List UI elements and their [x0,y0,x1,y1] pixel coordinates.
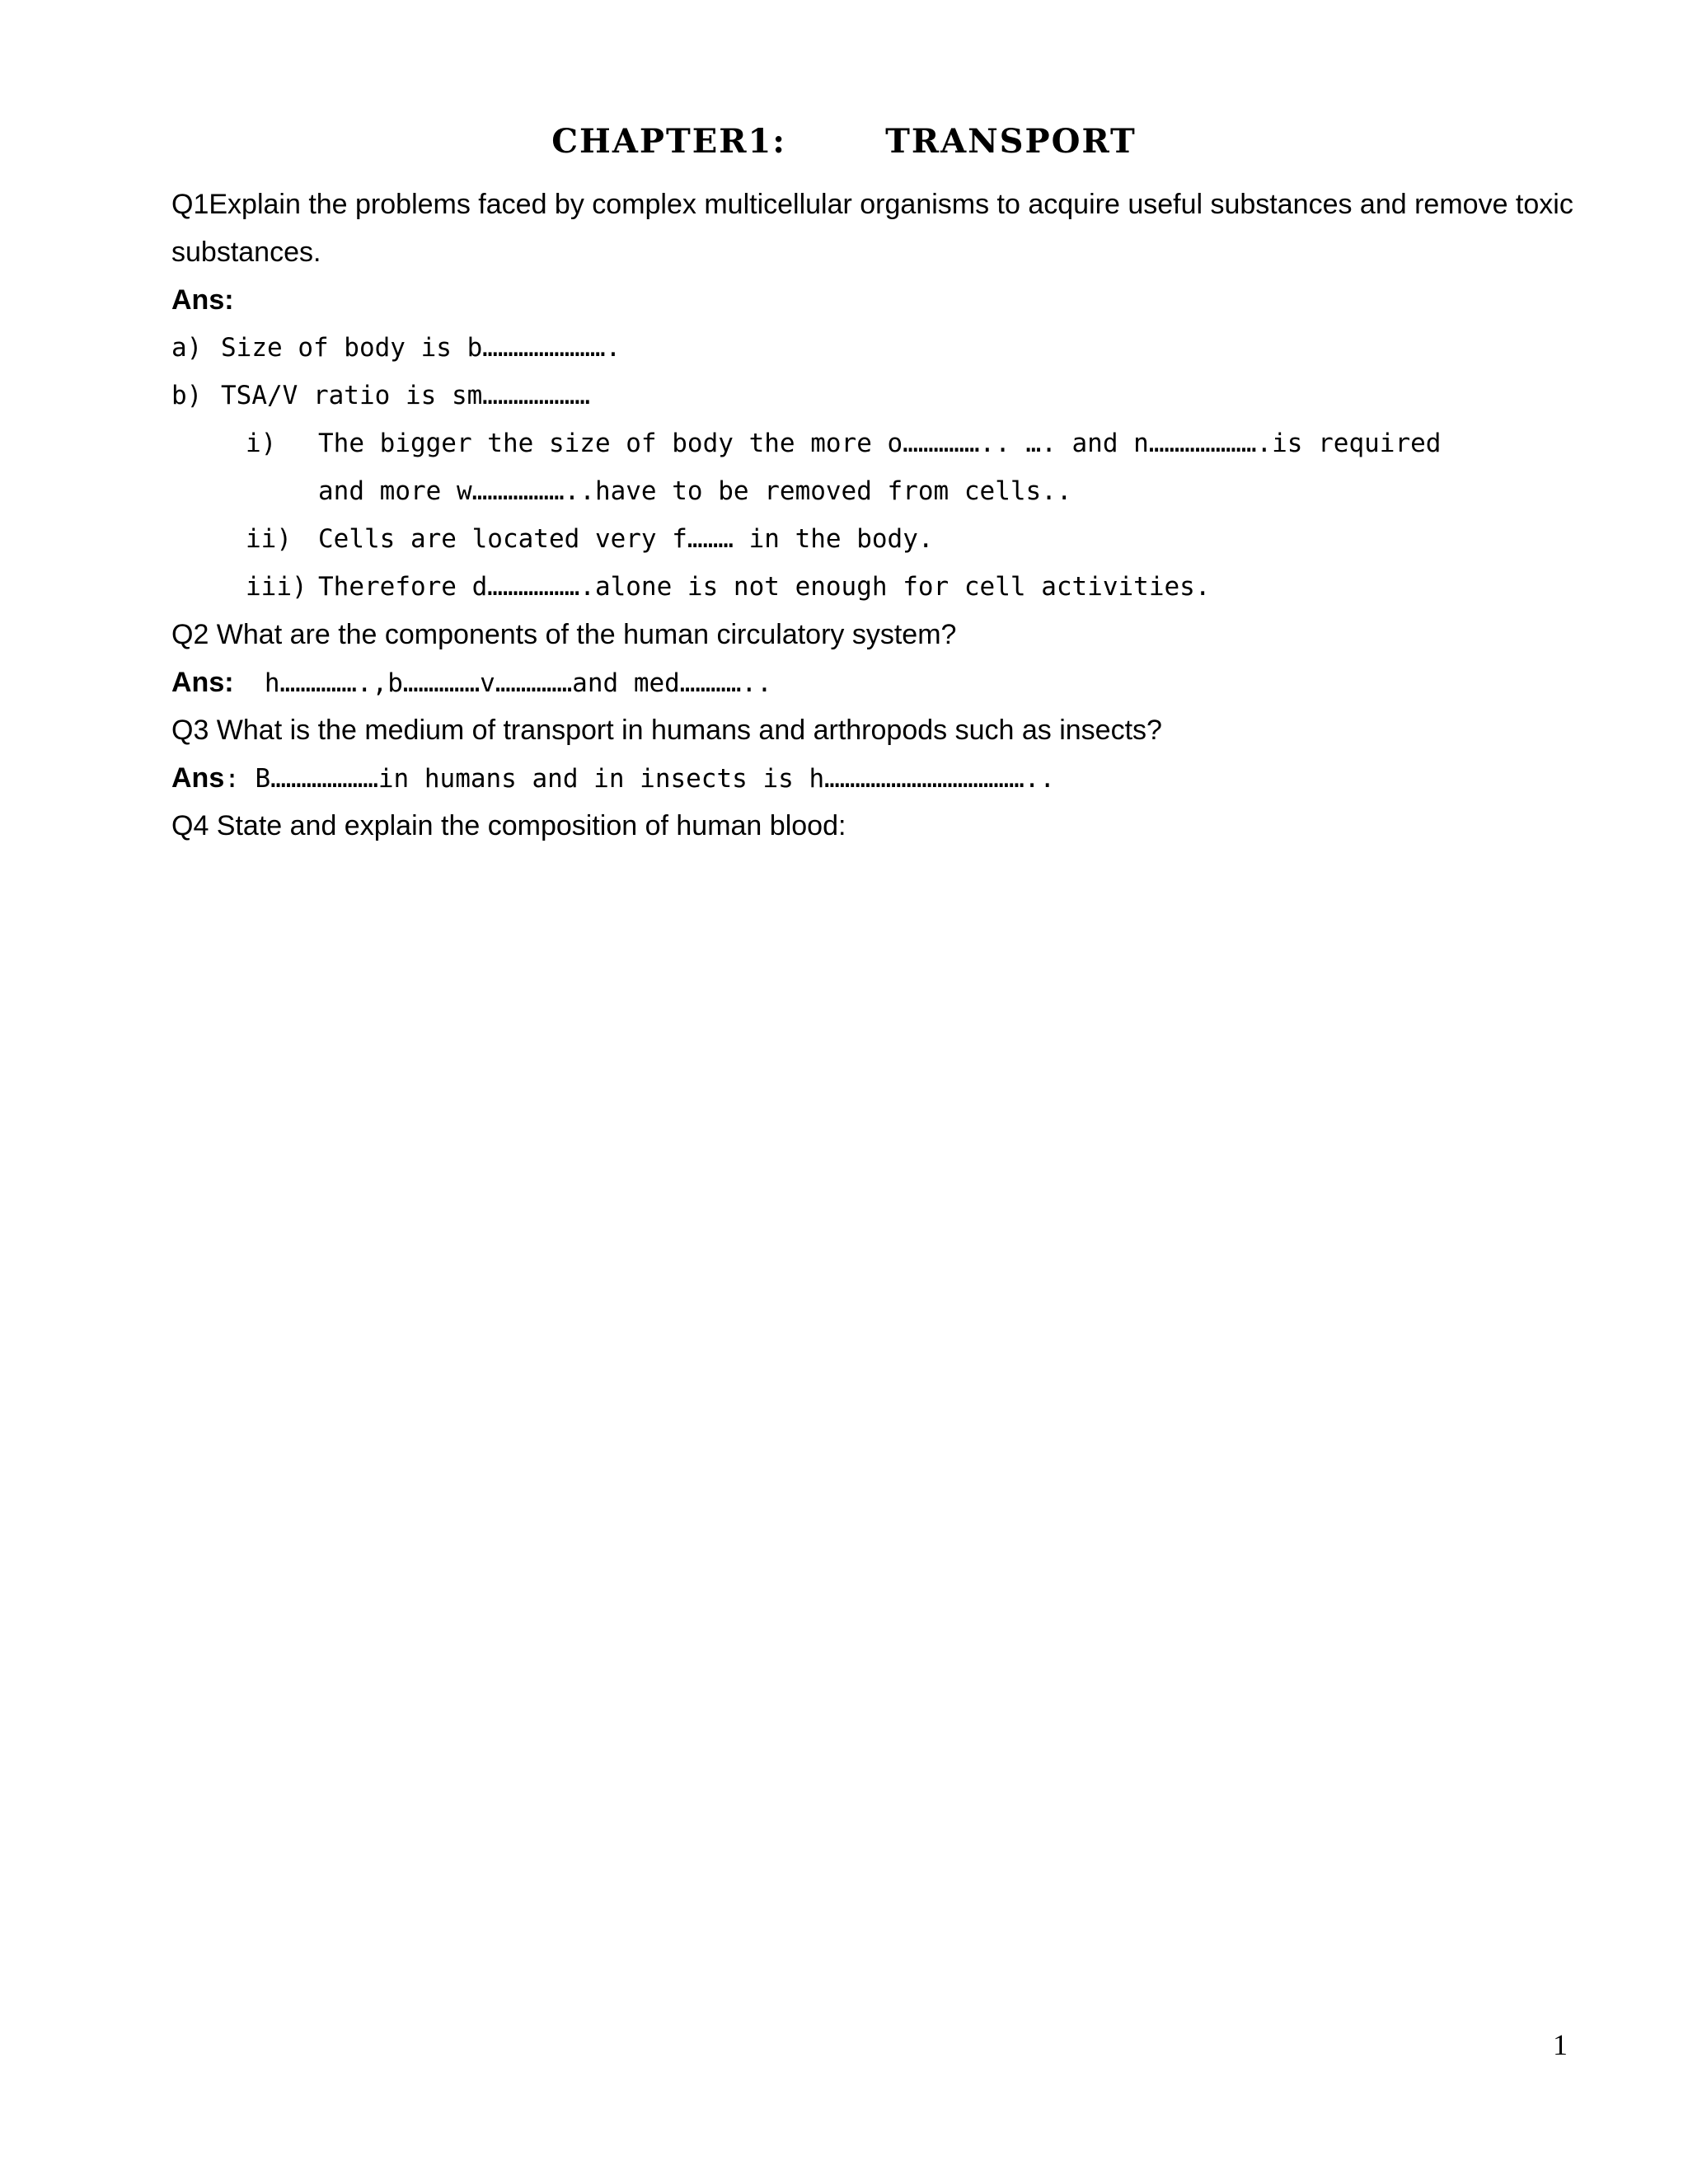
chapter-name: TRANSPORT [885,122,1137,161]
item-text: TSA/V ratio is sm………………… [221,381,590,410]
q1-subitem-iii [246,563,1211,611]
answer-label: Ans: [171,284,234,316]
q1-answer-label [171,276,234,324]
q1-subitem-i [246,419,1441,467]
subitem-marker: i) [246,429,277,458]
q1-subitem-ii [246,515,934,563]
answer-label: Ans [171,762,225,794]
subitem-marker: iii) [246,572,307,602]
q1-question-line1: Q1Explain the problems faced by complex multicellular organisms to acquire useful substances and remove toxic [171,189,1573,220]
q4-question: Q4 State and explain the composition of human blood: [171,810,846,841]
q1-question-line2: substances. [171,237,321,268]
subitem-text: The bigger the size of body the more o…………….. …. and n………………….is required [318,429,1442,458]
chapter-number: CHAPTER1: [551,122,787,161]
q2-answer-text: h…………….,b……………v……………and med………….. [233,668,772,698]
chapter-title [0,122,1688,161]
item-marker: a) [171,333,203,363]
q1-item-b [171,372,590,419]
item-marker: b) [171,381,203,410]
q1-subitem-i-continuation: and more w………………..have to be removed from cells.. [318,476,1072,506]
q2-answer [171,658,772,707]
q2-question: Q2 What are the components of the human circulatory system? [171,619,957,650]
subitem-text: Cells are located very f……… in the body. [318,524,934,554]
q3-answer [171,754,1055,803]
subitem-text: Therefore d……………….alone is not enough for cell activities. [318,572,1211,602]
q1-item-a [171,324,621,372]
q3-answer-text: : B…………………in humans and in insects is h………………………………….. [224,764,1056,794]
item-text: Size of body is b……………………. [221,333,621,363]
page-number: 1 [1553,2028,1568,2061]
subitem-marker: ii) [246,524,292,554]
answer-label: Ans: [171,667,234,698]
q3-question: Q3 What is the medium of transport in humans and arthropods such as insects? [171,715,1162,746]
